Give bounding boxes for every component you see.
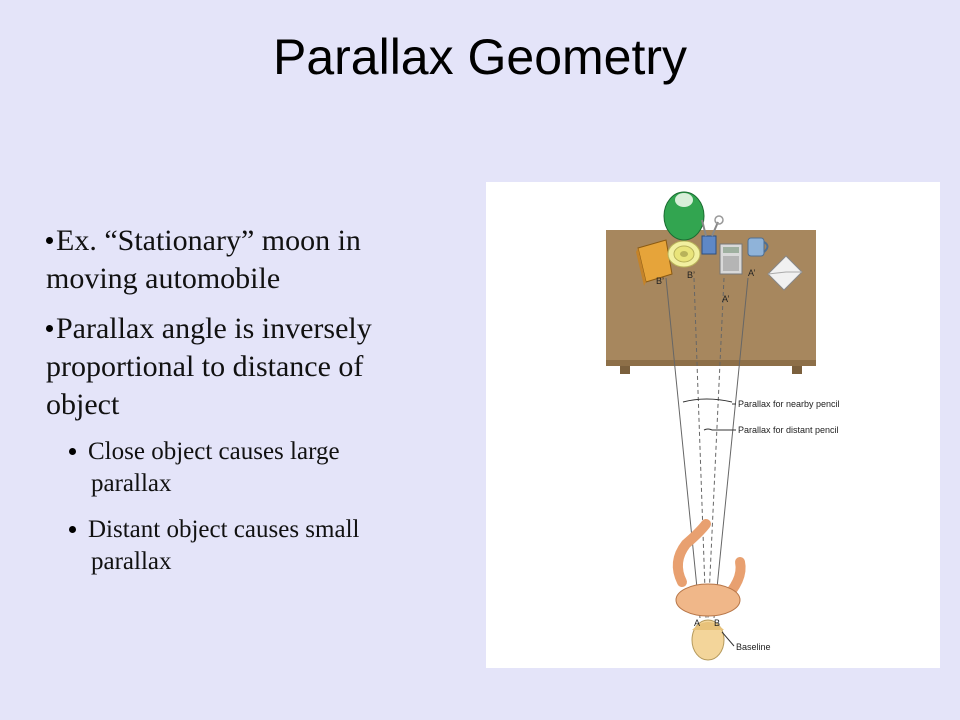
parallax-diagram (486, 182, 940, 668)
bullet-dot-icon (46, 325, 53, 332)
sub-bullet-text: Close object causes large parallax (88, 438, 340, 497)
sub-bullet-text: Distant object causes small parallax (88, 516, 360, 575)
desk-leg-left (620, 366, 630, 374)
bullet-text: Ex. “Stationary” moon in moving automobile (46, 224, 361, 295)
label-a: A (694, 618, 701, 628)
distant-parallax-arc (704, 429, 712, 430)
desk-leg-right (792, 366, 802, 374)
bullet-item (46, 222, 426, 298)
parallax-figure (486, 182, 940, 668)
bullet-dot-icon (46, 237, 53, 244)
label-b-prime-left: B’ (656, 276, 665, 286)
label-distant-parallax: Parallax for distant pencil (738, 425, 839, 435)
calculator-icon (720, 244, 742, 274)
bullet-text: Parallax angle is inversely proportional to distance of object (46, 312, 372, 421)
label-b-prime-center: B’ (687, 270, 696, 280)
bullet-dot-icon (69, 526, 76, 533)
label-a-prime-right: A’ (748, 268, 756, 278)
target-icon (668, 241, 700, 267)
observer-head-top-icon (664, 192, 704, 240)
bullet-item (46, 310, 426, 424)
label-nearby-parallax: Parallax for nearby pencil (738, 399, 840, 409)
sub-bullet-item (46, 514, 426, 578)
bullet-list (46, 222, 426, 592)
label-baseline: Baseline (736, 642, 771, 652)
nearby-parallax-arc (683, 399, 732, 402)
desk-edge (606, 360, 816, 366)
label-b: B (714, 618, 721, 628)
sub-bullet-item (46, 436, 426, 500)
bullet-dot-icon (69, 448, 76, 455)
slide-title: Parallax Geometry (272, 29, 688, 85)
label-a-prime-center: A’ (722, 294, 730, 304)
person-top-view-icon (676, 524, 741, 660)
